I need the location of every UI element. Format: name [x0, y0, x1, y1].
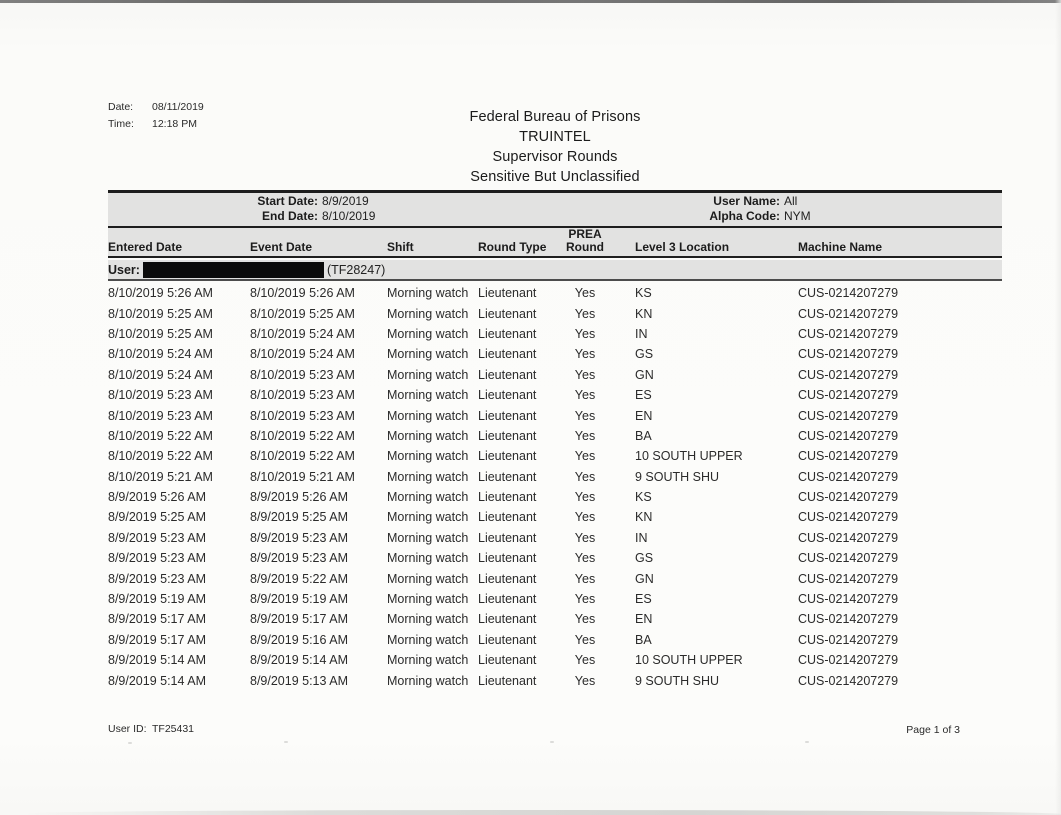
start-date-label: Start Date:: [257, 194, 318, 208]
cell-level3-location: IN: [635, 326, 648, 341]
table-row: [108, 344, 1002, 364]
cell-level3-location: EN: [635, 408, 653, 423]
cell-machine-name: CUS-0214207279: [798, 612, 899, 627]
cell-event-date: 8/9/2019 5:26 AM: [250, 490, 348, 505]
scan-speck: [128, 742, 132, 744]
cell-shift: Morning watch: [387, 510, 469, 525]
cell-machine-name: CUS-0214207279: [798, 551, 899, 566]
cell-prea-round: Yes: [574, 428, 596, 443]
cell-round-type: Lieutenant: [478, 653, 537, 668]
cell-shift: Morning watch: [387, 367, 469, 382]
cell-event-date: 8/9/2019 5:19 AM: [250, 592, 348, 607]
header-round-type: Round Type: [478, 240, 547, 254]
filter-criteria-bar: [108, 190, 1002, 228]
header-level3-location: Level 3 Location: [635, 240, 730, 254]
cell-round-type: Lieutenant: [478, 673, 537, 688]
cell-shift: Morning watch: [387, 306, 469, 321]
table-row: [108, 467, 1002, 487]
cell-level3-location: EN: [635, 612, 653, 627]
cell-level3-location: BA: [635, 632, 652, 647]
cell-level3-location: KS: [635, 490, 652, 505]
cell-entered-date: 8/10/2019 5:23 AM: [108, 388, 213, 403]
alpha-code-label: Alpha Code:: [709, 209, 780, 223]
cell-level3-location: KS: [635, 286, 652, 301]
cell-round-type: Lieutenant: [478, 347, 537, 362]
scan-artifact-top-edge: [0, 0, 1061, 3]
rounds-rows: [108, 283, 1002, 691]
cell-event-date: 8/9/2019 5:14 AM: [250, 653, 348, 668]
cell-machine-name: CUS-0214207279: [798, 632, 899, 647]
cell-entered-date: 8/9/2019 5:23 AM: [108, 551, 206, 566]
cell-level3-location: BA: [635, 428, 652, 443]
end-date-value: 8/10/2019: [322, 209, 376, 223]
cell-prea-round: Yes: [574, 469, 596, 484]
cell-round-type: Lieutenant: [478, 592, 537, 607]
cell-round-type: Lieutenant: [478, 530, 537, 545]
user-name-label: User Name:: [713, 194, 780, 208]
cell-event-date: 8/10/2019 5:24 AM: [250, 347, 355, 362]
cell-event-date: 8/9/2019 5:22 AM: [250, 571, 348, 586]
table-row: [108, 568, 1002, 588]
report-time-label: Time:: [108, 118, 134, 130]
cell-level3-location: GS: [635, 347, 654, 362]
table-row: [108, 446, 1002, 466]
table-row: [108, 507, 1002, 527]
cell-machine-name: CUS-0214207279: [798, 286, 899, 301]
cell-event-date: 8/9/2019 5:13 AM: [250, 673, 348, 688]
table-row: [108, 650, 1002, 670]
table-row: [108, 548, 1002, 568]
cell-event-date: 8/10/2019 5:22 AM: [250, 428, 355, 443]
cell-round-type: Lieutenant: [478, 551, 537, 566]
table-row: [108, 385, 1002, 405]
cell-machine-name: CUS-0214207279: [798, 306, 899, 321]
cell-round-type: Lieutenant: [478, 612, 537, 627]
user-group-row: [108, 260, 1002, 281]
cell-event-date: 8/10/2019 5:24 AM: [250, 326, 355, 341]
user-name-value: All: [784, 194, 798, 208]
header-prea-line2: Round: [566, 240, 604, 254]
cell-round-type: Lieutenant: [478, 571, 537, 586]
header-machine-name: Machine Name: [798, 240, 883, 254]
cell-level3-location: 9 SOUTH SHU: [635, 469, 720, 484]
cell-shift: Morning watch: [387, 632, 469, 647]
cell-prea-round: Yes: [574, 326, 596, 341]
cell-event-date: 8/9/2019 5:17 AM: [250, 612, 348, 627]
table-row: [108, 528, 1002, 548]
report-title-block: [108, 107, 1002, 187]
cell-shift: Morning watch: [387, 347, 469, 362]
cell-entered-date: 8/9/2019 5:26 AM: [108, 490, 206, 505]
cell-round-type: Lieutenant: [478, 490, 537, 505]
agency-title: Federal Bureau of Prisons: [469, 109, 641, 125]
cell-entered-date: 8/10/2019 5:22 AM: [108, 449, 213, 464]
cell-event-date: 8/10/2019 5:26 AM: [250, 286, 355, 301]
cell-event-date: 8/9/2019 5:23 AM: [250, 551, 348, 566]
cell-event-date: 8/9/2019 5:23 AM: [250, 530, 348, 545]
cell-machine-name: CUS-0214207279: [798, 571, 899, 586]
cell-round-type: Lieutenant: [478, 367, 537, 382]
cell-machine-name: CUS-0214207279: [798, 326, 899, 341]
table-row: [108, 589, 1002, 609]
table-row: [108, 365, 1002, 385]
cell-prea-round: Yes: [574, 632, 596, 647]
table-row: [108, 487, 1002, 507]
cell-entered-date: 8/9/2019 5:14 AM: [108, 653, 206, 668]
cell-machine-name: CUS-0214207279: [798, 510, 899, 525]
cell-event-date: 8/10/2019 5:22 AM: [250, 449, 355, 464]
table-row: [108, 405, 1002, 425]
cell-prea-round: Yes: [574, 449, 596, 464]
cell-round-type: Lieutenant: [478, 326, 537, 341]
footer-page-number: Page 1 of 3: [906, 724, 960, 736]
user-staff-code: (TF28247): [326, 262, 386, 277]
cell-shift: Morning watch: [387, 286, 469, 301]
cell-prea-round: Yes: [574, 653, 596, 668]
cell-machine-name: CUS-0214207279: [798, 530, 899, 545]
cell-prea-round: Yes: [574, 286, 596, 301]
cell-level3-location: 10 SOUTH UPPER: [635, 449, 743, 464]
cell-level3-location: KN: [635, 306, 653, 321]
cell-prea-round: Yes: [574, 612, 596, 627]
cell-prea-round: Yes: [574, 306, 596, 321]
filter-user-name: [578, 194, 1002, 209]
table-header-row: [108, 228, 1002, 258]
cell-round-type: Lieutenant: [478, 306, 537, 321]
table-row: [108, 630, 1002, 650]
table-row: [108, 303, 1002, 323]
cell-round-type: Lieutenant: [478, 408, 537, 423]
cell-shift: Morning watch: [387, 551, 469, 566]
scan-speck: [550, 741, 554, 743]
cell-machine-name: CUS-0214207279: [798, 428, 899, 443]
cell-level3-location: KN: [635, 510, 653, 525]
cell-entered-date: 8/9/2019 5:14 AM: [108, 673, 206, 688]
table-row: [108, 324, 1002, 344]
cell-event-date: 8/10/2019 5:23 AM: [250, 408, 355, 423]
filter-alpha-code: [578, 209, 1002, 224]
cell-shift: Morning watch: [387, 326, 469, 341]
redacted-user-name: [143, 262, 324, 278]
cell-shift: Morning watch: [387, 469, 469, 484]
scan-speck: [284, 741, 288, 743]
cell-entered-date: 8/9/2019 5:25 AM: [108, 510, 206, 525]
cell-level3-location: ES: [635, 388, 652, 403]
cell-entered-date: 8/10/2019 5:25 AM: [108, 306, 213, 321]
cell-shift: Morning watch: [387, 490, 469, 505]
cell-round-type: Lieutenant: [478, 388, 537, 403]
scan-artifact-right-edge: [1055, 0, 1061, 815]
cell-shift: Morning watch: [387, 612, 469, 627]
end-date-label: End Date:: [261, 209, 318, 223]
cell-machine-name: CUS-0214207279: [798, 490, 899, 505]
cell-shift: Morning watch: [387, 388, 469, 403]
cell-round-type: Lieutenant: [478, 428, 537, 443]
cell-prea-round: Yes: [574, 388, 596, 403]
cell-shift: Morning watch: [387, 449, 469, 464]
classification-banner: Sensitive But Unclassified: [470, 169, 640, 185]
cell-prea-round: Yes: [574, 673, 596, 688]
cell-entered-date: 8/10/2019 5:24 AM: [108, 347, 213, 362]
cell-entered-date: 8/10/2019 5:22 AM: [108, 428, 213, 443]
user-group-label: User:: [108, 262, 140, 277]
table-row: [108, 283, 1002, 303]
cell-shift: Morning watch: [387, 530, 469, 545]
table-row: [108, 609, 1002, 629]
cell-machine-name: CUS-0214207279: [798, 408, 899, 423]
report-date-value: 08/11/2019: [152, 101, 204, 113]
header-prea-round: [556, 228, 614, 257]
cell-event-date: 8/10/2019 5:23 AM: [250, 367, 355, 382]
cell-prea-round: Yes: [574, 530, 596, 545]
cell-entered-date: 8/10/2019 5:24 AM: [108, 367, 213, 382]
cell-prea-round: Yes: [574, 571, 596, 586]
header-entered-date: Entered Date: [108, 240, 183, 254]
cell-event-date: 8/10/2019 5:25 AM: [250, 306, 355, 321]
footer-user-id-label: User ID:: [108, 723, 147, 735]
cell-prea-round: Yes: [574, 367, 596, 382]
filter-end-date: [108, 209, 578, 224]
cell-shift: Morning watch: [387, 408, 469, 423]
cell-prea-round: Yes: [574, 510, 596, 525]
filter-start-date: [108, 194, 578, 209]
cell-round-type: Lieutenant: [478, 632, 537, 647]
scan-artifact-bottom-edge: [0, 810, 1061, 815]
cell-event-date: 8/10/2019 5:23 AM: [250, 388, 355, 403]
start-date-value: 8/9/2019: [322, 194, 369, 208]
cell-round-type: Lieutenant: [478, 469, 537, 484]
report-title: Supervisor Rounds: [492, 149, 618, 165]
footer-user-id-value: TF25431: [152, 723, 195, 735]
cell-level3-location: 10 SOUTH UPPER: [635, 653, 743, 668]
header-prea-line1: PREA: [568, 227, 602, 241]
cell-prea-round: Yes: [574, 551, 596, 566]
cell-shift: Morning watch: [387, 653, 469, 668]
cell-entered-date: 8/9/2019 5:23 AM: [108, 571, 206, 586]
cell-shift: Morning watch: [387, 428, 469, 443]
cell-level3-location: ES: [635, 592, 652, 607]
cell-machine-name: CUS-0214207279: [798, 367, 899, 382]
cell-level3-location: GN: [635, 571, 654, 586]
cell-machine-name: CUS-0214207279: [798, 592, 899, 607]
cell-entered-date: 8/10/2019 5:23 AM: [108, 408, 213, 423]
cell-level3-location: GN: [635, 367, 654, 382]
table-row: [108, 670, 1002, 690]
cell-prea-round: Yes: [574, 490, 596, 505]
header-event-date: Event Date: [250, 240, 313, 254]
table-row: [108, 426, 1002, 446]
cell-machine-name: CUS-0214207279: [798, 653, 899, 668]
cell-machine-name: CUS-0214207279: [798, 449, 899, 464]
cell-level3-location: IN: [635, 530, 648, 545]
header-shift: Shift: [387, 240, 414, 254]
alpha-code-value: NYM: [784, 209, 811, 223]
report-date-label: Date:: [108, 101, 134, 113]
cell-level3-location: GS: [635, 551, 654, 566]
cell-round-type: Lieutenant: [478, 510, 537, 525]
report-time-value: 12:18 PM: [152, 118, 197, 130]
cell-shift: Morning watch: [387, 571, 469, 586]
cell-level3-location: 9 SOUTH SHU: [635, 673, 720, 688]
footer-user-id: [108, 723, 194, 735]
cell-entered-date: 8/10/2019 5:21 AM: [108, 469, 213, 484]
cell-shift: Morning watch: [387, 592, 469, 607]
cell-event-date: 8/9/2019 5:25 AM: [250, 510, 348, 525]
cell-round-type: Lieutenant: [478, 449, 537, 464]
cell-entered-date: 8/10/2019 5:26 AM: [108, 286, 213, 301]
cell-machine-name: CUS-0214207279: [798, 469, 899, 484]
cell-entered-date: 8/10/2019 5:25 AM: [108, 326, 213, 341]
cell-prea-round: Yes: [574, 592, 596, 607]
cell-machine-name: CUS-0214207279: [798, 347, 899, 362]
cell-entered-date: 8/9/2019 5:19 AM: [108, 592, 206, 607]
cell-entered-date: 8/9/2019 5:23 AM: [108, 530, 206, 545]
cell-prea-round: Yes: [574, 408, 596, 423]
cell-machine-name: CUS-0214207279: [798, 388, 899, 403]
cell-entered-date: 8/9/2019 5:17 AM: [108, 632, 206, 647]
cell-event-date: 8/10/2019 5:21 AM: [250, 469, 355, 484]
cell-machine-name: CUS-0214207279: [798, 673, 899, 688]
cell-prea-round: Yes: [574, 347, 596, 362]
cell-event-date: 8/9/2019 5:16 AM: [250, 632, 348, 647]
cell-shift: Morning watch: [387, 673, 469, 688]
cell-entered-date: 8/9/2019 5:17 AM: [108, 612, 206, 627]
system-title: TRUINTEL: [519, 129, 591, 145]
cell-round-type: Lieutenant: [478, 286, 537, 301]
scan-speck: [805, 741, 809, 743]
